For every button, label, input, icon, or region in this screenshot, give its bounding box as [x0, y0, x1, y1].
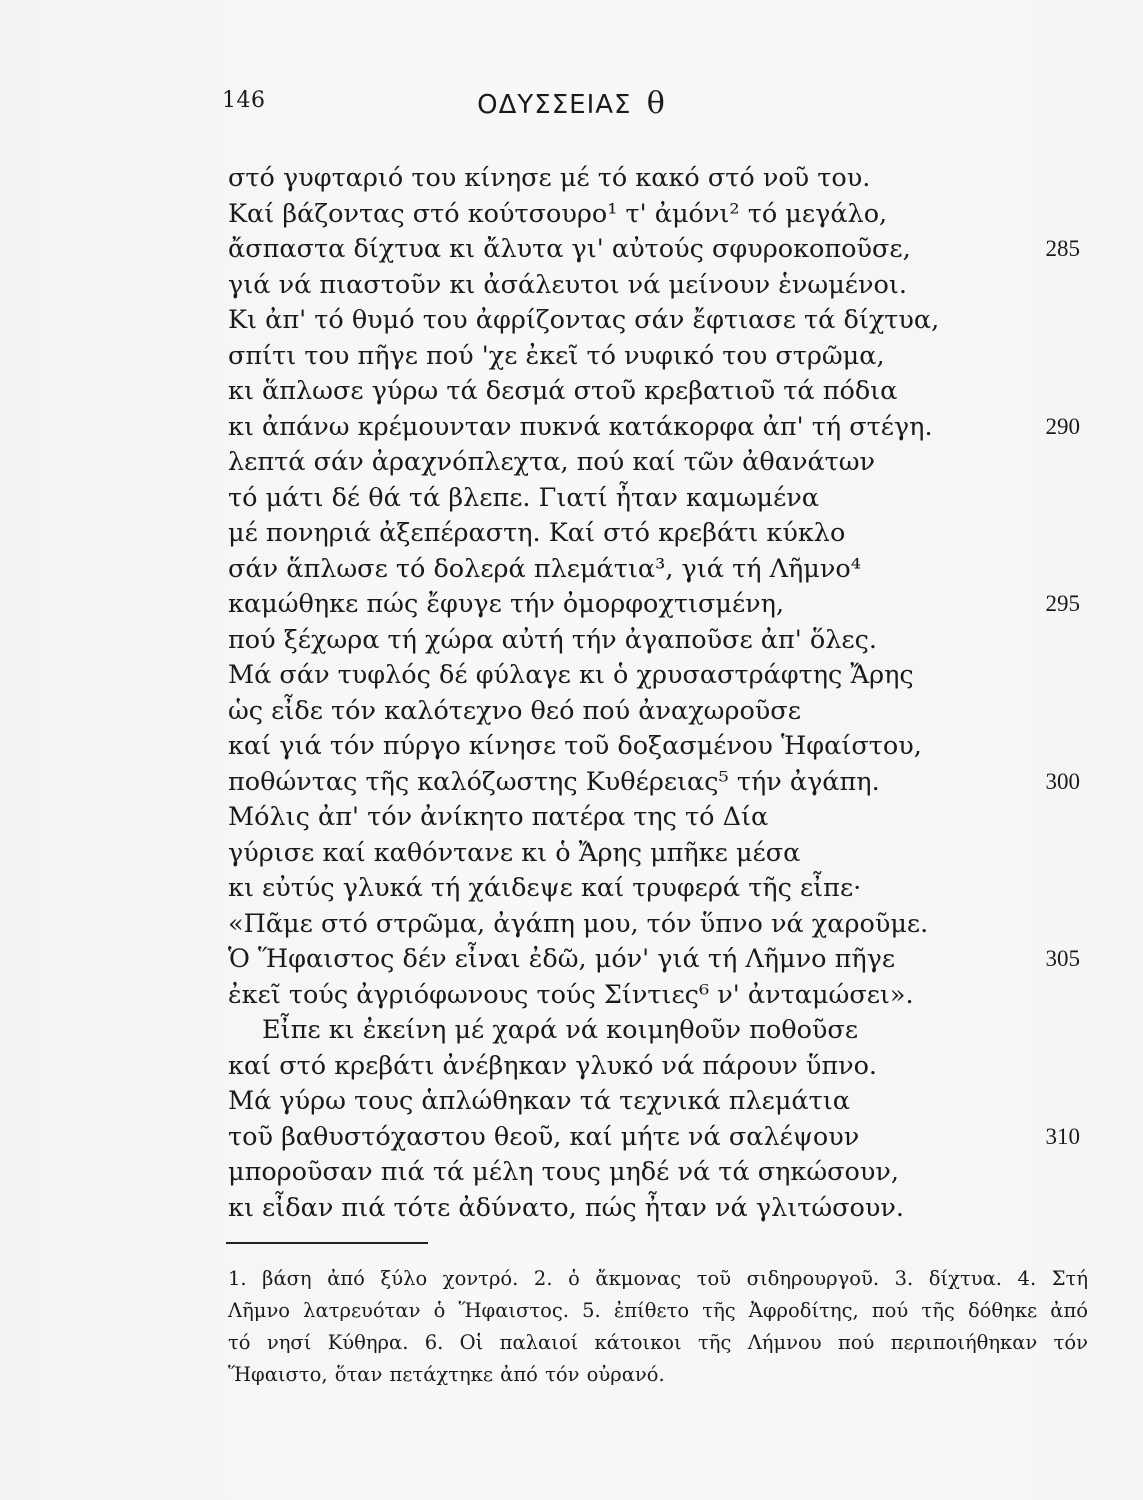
verse-line: τό μάτι δέ θά τά βλεπε. Γιατί ἦταν καμωμένα: [228, 483, 820, 513]
verse-line: λεπτά σάν ἀραχνόπλεχτα, πού καί τῶν ἀθανάτων: [228, 447, 876, 477]
verse-line: καί στό κρεβάτι ἀνέβηκαν γλυκό νά πάρουν ὕπνο.: [228, 1051, 878, 1081]
verse-line: ὡς εἶδε τόν καλότεχνο θεό πού ἀναχωροῦσε: [228, 696, 801, 726]
verse-line: Ὁ Ἥφαιστος δέν εἶναι ἐδῶ, μόν' γιά τή Λῆμνο πῆγε: [228, 944, 896, 974]
verse-line: Καί βάζοντας στό κούτσουρο¹ τ' ἀμόνι² τό μεγάλο,: [228, 199, 888, 229]
verse-line: ἐκεῖ τούς ἀγριόφωνους τούς Σίντιες⁶ ν' ἀνταμώσει».: [228, 980, 914, 1010]
line-number: 295: [1045, 591, 1080, 616]
verse-line: μέ πονηριά ἀξεπέραστη. Καί στό κρεβάτι κύκλο: [228, 518, 846, 548]
verse-line: κι εὐτύς γλυκά τή χάιδεψε καί τρυφερά τῆς εἶπε·: [228, 873, 862, 903]
footnotes: [228, 1263, 1088, 1391]
footnote-line: Λῆμνο λατρευόταν ὁ Ἥφαιστος. 5. ἐπίθετο τῆς Ἀφροδίτης, πού τῆς δόθηκε ἀπό: [228, 1299, 1088, 1322]
verse-line: κι εἶδαν πιά τότε ἀδύνατο, πώς ἦταν νά γλιτώσουν.: [228, 1193, 905, 1223]
verse-line: κι ἅπλωσε γύρω τά δεσμά στοῦ κρεβατιοῦ τά πόδια: [228, 376, 898, 406]
verse-line: Μόλις ἀπ' τόν ἀνίκητο πατέρα της τό Δία: [228, 802, 769, 832]
verse-line: σπίτι του πῆγε πού 'χε ἐκεῖ τό νυφικό του στρῶμα,: [228, 341, 885, 371]
verse-line: Κι ἀπ' τό θυμό του ἀφρίζοντας σάν ἔφτιασε τά δίχτυα,: [228, 305, 940, 335]
verse-line: στό γυφταριό του κίνησε μέ τό κακό στό νοῦ του.: [228, 163, 871, 193]
line-number: 310: [1045, 1124, 1080, 1149]
verse-line: τοῦ βαθυστόχαστου θεοῦ, καί μήτε νά σαλέψουν: [228, 1122, 860, 1152]
line-number: 290: [1045, 414, 1080, 439]
footnote-line: Ἥφαιστο, ὅταν πετάχτηκε ἀπό τόν οὐρανό.: [228, 1363, 665, 1386]
running-head-title: ΟΔΥΣΣΕΙΑΣ: [477, 90, 632, 120]
verse-line: «Πᾶμε στό στρῶμα, ἀγάπη μου, τόν ὕπνο νά χαροῦμε.: [228, 909, 929, 939]
line-number: 300: [1045, 769, 1080, 794]
verse-line: κι ἀπάνω κρέμουνταν πυκνά κατάκορφα ἀπ' τή στέγη.: [228, 412, 933, 442]
verse-line: καμώθηκε πώς ἔφυγε τήν ὀμορφοχτισμένη,: [228, 589, 785, 619]
verse-line: Εἶπε κι ἐκείνη μέ χαρά νά κοιμηθοῦν ποθοῦσε: [262, 1015, 859, 1045]
footnote-divider: [226, 1242, 428, 1244]
verse-line: γύρισε καί καθόντανε κι ὁ Ἄρης μπῆκε μέσα: [228, 838, 801, 868]
verse-line: πού ξέχωρα τή χώρα αὐτή τήν ἀγαποῦσε ἀπ' ὅλες.: [228, 625, 878, 655]
running-head: [0, 86, 1143, 121]
footnote-line: 1. βάση ἀπό ξύλο χοντρό. 2. ὁ ἄκμονας τοῦ σιδηρουργοῦ. 3. δίχτυα. 4. Στή: [228, 1267, 1088, 1290]
verse-line: Μά γύρω τους ἁπλώθηκαν τά τεχνικά πλεμάτια: [228, 1086, 850, 1116]
verse-line: ποθώντας τῆς καλόζωστης Κυθέρειας⁵ τήν ἀγάπη.: [228, 767, 880, 797]
running-head-book-letter: θ: [646, 86, 666, 121]
page-number: 146: [222, 88, 266, 113]
verse-line: καί γιά τόν πύργο κίνησε τοῦ δοξασμένου Ἡφαίστου,: [228, 731, 922, 761]
footnote-line: τό νησί Κύθηρα. 6. Οἱ παλαιοί κάτοικοι τῆς Λήμνου πού περιποιήθηκαν τόν: [228, 1331, 1088, 1354]
verse-line: μποροῦσαν πιά τά μέλη τους μηδέ νά τά σηκώσουν,: [228, 1157, 900, 1187]
verse-line: σάν ἅπλωσε τό δολερά πλεμάτια³, γιά τή Λῆμνο⁴: [228, 554, 861, 584]
verse-line: Μά σάν τυφλός δέ φύλαγε κι ὁ χρυσαστράφτης Ἄρης: [228, 660, 914, 690]
verse-line: γιά νά πιαστοῦν κι ἀσάλευτοι νά μείνουν ἑνωμένοι.: [228, 270, 907, 300]
line-number: 305: [1045, 946, 1080, 971]
verse-line: ἄσπαστα δίχτυα κι ἄλυτα γι' αὐτούς σφυροκοποῦσε,: [228, 234, 911, 264]
line-number: 285: [1045, 236, 1080, 261]
